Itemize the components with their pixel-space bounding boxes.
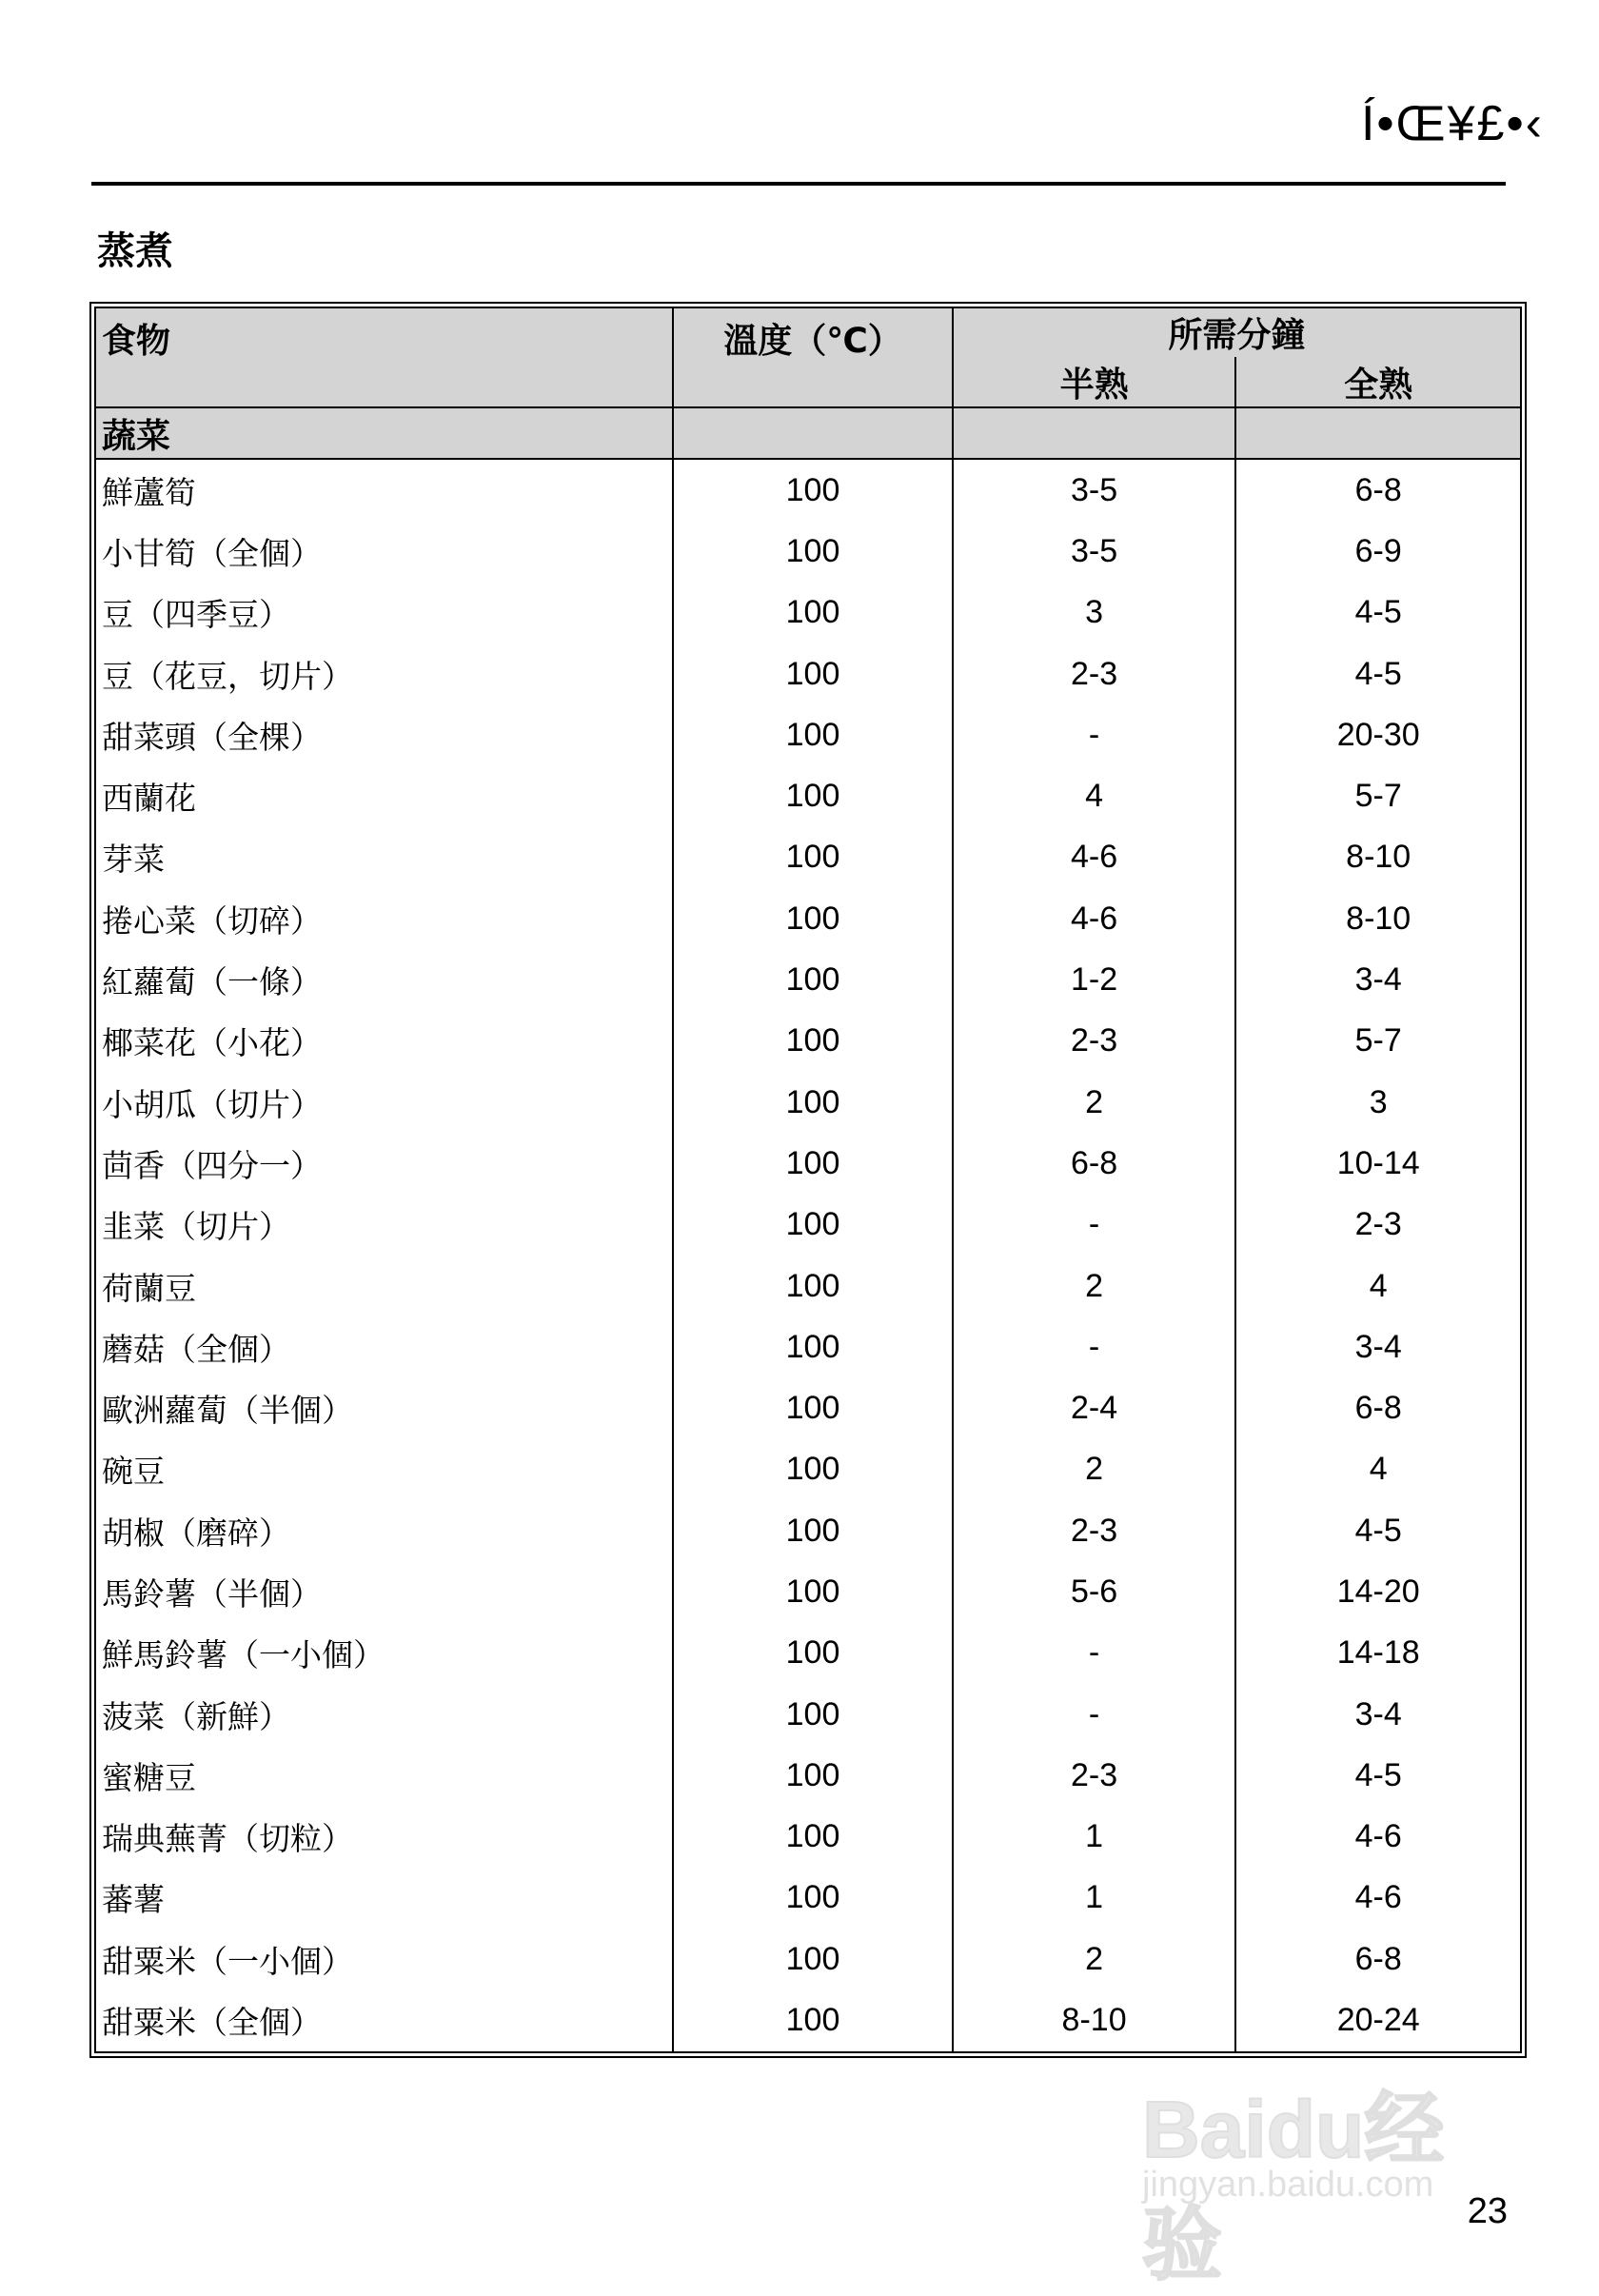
food-cell: 紅蘿蔔（一條） <box>95 949 673 1010</box>
well-done-cell: 3 <box>1235 1072 1521 1133</box>
temperature-cell: 100 <box>673 1684 953 1745</box>
food-cell: 鮮蘆筍 <box>95 459 673 521</box>
half-done-cell: 2-3 <box>953 643 1236 704</box>
header-divider <box>91 182 1506 186</box>
temperature-cell: 100 <box>673 1868 953 1929</box>
half-done-cell: 3-5 <box>953 521 1236 582</box>
temperature-cell: 100 <box>673 1377 953 1438</box>
table-row <box>95 827 1521 888</box>
column-header-temperature: 溫度（℃） <box>673 307 953 407</box>
page-number: 23 <box>1467 2191 1508 2231</box>
table-row <box>95 1500 1521 1561</box>
well-done-cell: 10-14 <box>1235 1133 1521 1194</box>
food-cell: 甜粟米（一小個） <box>95 1929 673 1989</box>
table-row <box>95 1439 1521 1500</box>
half-done-cell: - <box>953 1195 1236 1256</box>
group-cell <box>673 407 953 459</box>
half-done-cell: 2-3 <box>953 1745 1236 1806</box>
temperature-cell: 100 <box>673 1011 953 1072</box>
temperature-cell: 100 <box>673 521 953 582</box>
temperature-cell: 100 <box>673 583 953 643</box>
half-done-cell: 8-10 <box>953 1989 1236 2051</box>
table-row <box>95 1684 1521 1745</box>
section-title: 蒸煮 <box>97 229 173 273</box>
table-row <box>95 1011 1521 1072</box>
food-cell: 韭菜（切片） <box>95 1195 673 1256</box>
well-done-cell: 20-24 <box>1235 1989 1521 2051</box>
well-done-cell: 3-4 <box>1235 1684 1521 1745</box>
half-done-cell: 2 <box>953 1929 1236 1989</box>
steaming-table <box>89 302 1527 2058</box>
temperature-cell: 100 <box>673 1807 953 1868</box>
well-done-cell: 8-10 <box>1235 827 1521 888</box>
table-row <box>95 643 1521 704</box>
temperature-cell: 100 <box>673 1195 953 1256</box>
food-cell: 菠菜（新鮮） <box>95 1684 673 1745</box>
food-cell: 茴香（四分一） <box>95 1133 673 1194</box>
well-done-cell: 4 <box>1235 1256 1521 1316</box>
table-row <box>95 1133 1521 1194</box>
food-cell: 小胡瓜（切片） <box>95 1072 673 1133</box>
half-done-cell: 4-6 <box>953 888 1236 949</box>
table-row <box>95 1561 1521 1622</box>
group-cell <box>953 407 1236 459</box>
temperature-cell: 100 <box>673 643 953 704</box>
food-cell: 蕃薯 <box>95 1868 673 1929</box>
half-done-cell: 5-6 <box>953 1561 1236 1622</box>
temperature-cell: 100 <box>673 1989 953 2051</box>
well-done-cell: 4-5 <box>1235 1500 1521 1561</box>
half-done-cell: 1 <box>953 1807 1236 1868</box>
temperature-cell: 100 <box>673 949 953 1010</box>
well-done-cell: 14-20 <box>1235 1561 1521 1622</box>
well-done-cell: 4-5 <box>1235 583 1521 643</box>
well-done-cell: 8-10 <box>1235 888 1521 949</box>
food-cell: 胡椒（磨碎） <box>95 1500 673 1561</box>
watermark-logo: Baidu经验 <box>1142 2085 1445 2289</box>
watermark <box>1142 2066 1523 2289</box>
well-done-cell: 5-7 <box>1235 1011 1521 1072</box>
table-row <box>95 1195 1521 1256</box>
food-cell: 鮮馬鈴薯（一小個） <box>95 1623 673 1684</box>
well-done-cell: 6-9 <box>1235 521 1521 582</box>
table-row <box>95 1623 1521 1684</box>
column-header-food: 食物 <box>95 307 673 407</box>
half-done-cell: 2-3 <box>953 1011 1236 1072</box>
half-done-cell: 2-4 <box>953 1377 1236 1438</box>
table-row <box>95 521 1521 582</box>
table-row <box>95 583 1521 643</box>
half-done-cell: - <box>953 704 1236 765</box>
well-done-cell: 3-4 <box>1235 949 1521 1010</box>
half-done-cell: 3 <box>953 583 1236 643</box>
temperature-cell: 100 <box>673 1623 953 1684</box>
food-cell: 芽菜 <box>95 827 673 888</box>
header-title: Í•Œ¥£•‹ <box>1360 96 1544 151</box>
food-cell: 小甘筍（全個） <box>95 521 673 582</box>
food-cell: 荷蘭豆 <box>95 1256 673 1316</box>
group-row <box>95 407 1521 459</box>
column-header-time: 所需分鐘 <box>953 307 1521 357</box>
column-header-half-done: 半熟 <box>953 357 1236 407</box>
table-row <box>95 704 1521 765</box>
well-done-cell: 4 <box>1235 1439 1521 1500</box>
well-done-cell: 4-6 <box>1235 1868 1521 1929</box>
temperature-cell: 100 <box>673 827 953 888</box>
half-done-cell: 2 <box>953 1439 1236 1500</box>
well-done-cell: 20-30 <box>1235 704 1521 765</box>
temperature-cell: 100 <box>673 1561 953 1622</box>
food-cell: 蜜糖豆 <box>95 1745 673 1806</box>
well-done-cell: 6-8 <box>1235 459 1521 521</box>
temperature-cell: 100 <box>673 765 953 826</box>
half-done-cell: 3-5 <box>953 459 1236 521</box>
temperature-cell: 100 <box>673 1133 953 1194</box>
food-cell: 碗豆 <box>95 1439 673 1500</box>
temperature-cell: 100 <box>673 459 953 521</box>
half-done-cell: 1 <box>953 1868 1236 1929</box>
table-row <box>95 1072 1521 1133</box>
half-done-cell: - <box>953 1316 1236 1377</box>
table-row <box>95 1745 1521 1806</box>
table-row <box>95 765 1521 826</box>
food-cell: 西蘭花 <box>95 765 673 826</box>
food-cell: 瑞典蕪菁（切粒） <box>95 1807 673 1868</box>
half-done-cell: 1-2 <box>953 949 1236 1010</box>
food-cell: 豆（四季豆） <box>95 583 673 643</box>
well-done-cell: 6-8 <box>1235 1377 1521 1438</box>
half-done-cell: 4 <box>953 765 1236 826</box>
food-cell: 馬鈴薯（半個） <box>95 1561 673 1622</box>
group-cell <box>1235 407 1521 459</box>
temperature-cell: 100 <box>673 1072 953 1133</box>
temperature-cell: 100 <box>673 704 953 765</box>
food-cell: 歐洲蘿蔔（半個） <box>95 1377 673 1438</box>
well-done-cell: 14-18 <box>1235 1623 1521 1684</box>
food-cell: 椰菜花（小花） <box>95 1011 673 1072</box>
column-header-well-done: 全熟 <box>1235 357 1521 407</box>
temperature-cell: 100 <box>673 1745 953 1806</box>
table-row <box>95 949 1521 1010</box>
half-done-cell: 2-3 <box>953 1500 1236 1561</box>
group-label: 蔬菜 <box>95 407 673 459</box>
well-done-cell: 4-5 <box>1235 1745 1521 1806</box>
watermark-url: jingyan.baidu.com <box>1142 2165 1434 2205</box>
well-done-cell: 6-8 <box>1235 1929 1521 1989</box>
table-row <box>95 1989 1521 2051</box>
food-cell: 豆（花豆，切片） <box>95 643 673 704</box>
table-row <box>95 1868 1521 1929</box>
table-row <box>95 1807 1521 1868</box>
temperature-cell: 100 <box>673 1500 953 1561</box>
temperature-cell: 100 <box>673 1316 953 1377</box>
table-row <box>95 1316 1521 1377</box>
well-done-cell: 2-3 <box>1235 1195 1521 1256</box>
well-done-cell: 4-6 <box>1235 1807 1521 1868</box>
temperature-cell: 100 <box>673 1439 953 1500</box>
well-done-cell: 3-4 <box>1235 1316 1521 1377</box>
half-done-cell: 2 <box>953 1256 1236 1316</box>
food-cell: 蘑菇（全個） <box>95 1316 673 1377</box>
half-done-cell: 2 <box>953 1072 1236 1133</box>
table-row <box>95 1377 1521 1438</box>
well-done-cell: 5-7 <box>1235 765 1521 826</box>
temperature-cell: 100 <box>673 1929 953 1989</box>
half-done-cell: 6-8 <box>953 1133 1236 1194</box>
food-cell: 甜粟米（全個） <box>95 1989 673 2051</box>
food-cell: 捲心菜（切碎） <box>95 888 673 949</box>
temperature-cell: 100 <box>673 1256 953 1316</box>
table-row <box>95 1929 1521 1989</box>
well-done-cell: 4-5 <box>1235 643 1521 704</box>
half-done-cell: - <box>953 1623 1236 1684</box>
food-cell: 甜菜頭（全棵） <box>95 704 673 765</box>
half-done-cell: - <box>953 1684 1236 1745</box>
table-row <box>95 459 1521 521</box>
temperature-cell: 100 <box>673 888 953 949</box>
table-row <box>95 888 1521 949</box>
half-done-cell: 4-6 <box>953 827 1236 888</box>
table-row <box>95 1256 1521 1316</box>
